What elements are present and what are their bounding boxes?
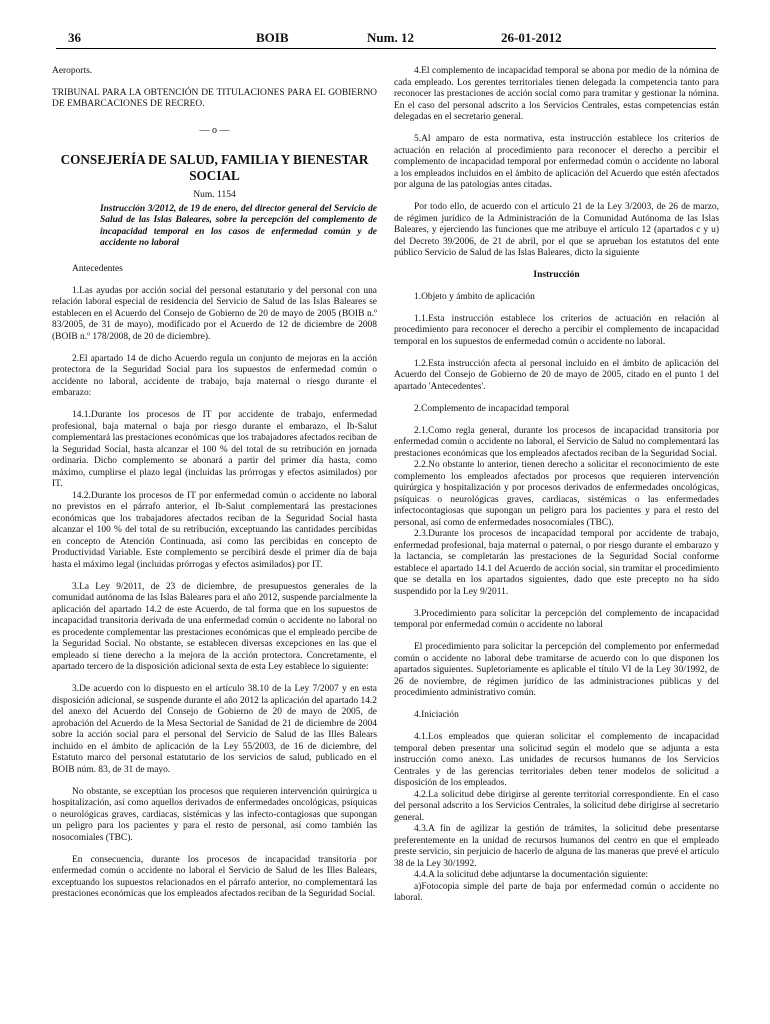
issue-date: 26-01-2012 [501, 30, 562, 45]
antecedentes-heading: Antecedentes [72, 263, 123, 274]
right-paragraph-9: El procedimiento para solicitar la percepción del complemento por enfermedad común o accidente no laboral debe tramitarse de acuerdo con lo que disponen los apartados siguientes. Supletoriamente es aplicable el título VI de la Ley 30/1992, de 26 de noviembre, de régimen jurídico de las administraciones públicas y del procedimiento administrativo común. [394, 642, 719, 698]
right-paragraph-12: 4.3.A fin de agilizar la gestión de trámites, la solicitud debe presentarse preferentemente en la unidad de recursos humanos del centro en que el empleado preste servicio, sin perjuicio de hacerlo de alguna de las maneras que prevé el artículo 38 de la Ley 30/1992. [394, 824, 719, 869]
right-paragraph-1: 4.El complemento de incapacidad temporal se abona por medio de la nómina de cada empleado. Los gerentes territoriales tienen delegada la competencia tanto para reconocer las prestaciones de acción social como para tramitar y gestionar la nómina. En el caso del personal adscrito a los Servicios Centrales, estas competencias están delegadas en el secretario general. [394, 66, 719, 122]
left-paragraph-8: En consecuencia, durante los procesos de incapacidad transitoria por enfermedad común o accidente no laboral el Servicio de Salud de les Illes Balears, exceptuando los supuestos relacionados en el párrafo anterior, no complementará las prestaciones económicas que los empleados afectados reciban de la Seguridad Social. [52, 854, 377, 899]
issue-number: Num. 12 [367, 30, 414, 45]
left-column [52, 66, 377, 911]
section-2-heading: 2.Complemento de incapacidad temporal [414, 403, 570, 414]
right-paragraph-6: 2.1.Como regla general, durante los procesos de incapacidad transitoria por enfermedad común o accidente no laboral, el Servicio de Salud no complementará las prestaciones económicas que los empleados afectados reciban de la Seguridad Social. [394, 425, 719, 459]
right-paragraph-13: 4.4.A la solicitud debe adjuntarse la documentación siguiente: [414, 870, 649, 880]
header-rule [56, 48, 716, 49]
left-paragraph-4: 14.2.Durante los procesos de IT por enfermedad común o accidente no laboral no previstos en el párrafo anterior, el Ib-Salut complementará las prestaciones económicas que los trabajadores afectados reciban de la Seguridad Social hasta alcanzar el 100 % del total de su retribución, exceptuando las cantidades percibidas en concepto de Atención Continuada, así como las percibidas en concepto de Productividad Variable. Este complemento se percibirá desde el primer día de baja hasta el máximo legal (incluidas prórrogas y efectos asimilados) por IT. [52, 490, 377, 570]
department-heading: CONSEJERÍA DE SALUD, FAMILIA Y BIENESTAR SOCIAL [60, 152, 369, 183]
left-paragraph-1: 1.Las ayudas por acción social del personal estatutario y del personal con una relación laboral especial de residencia del Servicio de Salud de las Islas Baleares se establecen en el Acuerdo del Consejo de Gobierno de 20 de mayo de 2005 (BOIB n.º 83/2005, de 31 de mayo), modificado por el Acuerdo de 12 de diciembre de 2008 (BOIB n.º 178/2008, de 20 de diciembre). [52, 285, 377, 342]
right-paragraph-14: a)Fotocopia simple del parte de baja por enfermedad común o accidente no laboral. [394, 881, 719, 903]
left-paragraph-7: No obstante, se exceptúan los procesos que requieren intervención quirúrgica u hospitalización, así como aquellos derivados de enfermedades oncológicas, psíquicas o neurológicas graves, cardiacas, sistémicas y las infecto-contagiosas que supongan un peligro para los pacientes y para el resto de personal, así como también las nosocomiales (TBC). [52, 786, 377, 843]
left-paragraph-2: 2.El apartado 14 de dicho Acuerdo regula un conjunto de mejoras en la acción protectora de la Seguridad Social para los supuestos de enfermedad común o accidente no laboral, accidente de trabajo, baja maternal o riesgo durante el embarazo: [52, 353, 377, 398]
section-4-heading: 4.Iniciación [414, 710, 459, 720]
right-paragraph-3: Por todo ello, de acuerdo con el artículo 21 de la Ley 3/2003, de 26 de marzo, de régimen jurídico de la Administración de la Comunidad Autónoma de las Islas Baleares, y ejerciendo las funciones que me atribuye el artículo 12 (apartados c y u) del Decreto 39/2006, de 21 de abril, por el que se aprueban los estatutos del ente público Servicio de Salud de las Islas Baleares, dicto la siguiente [394, 202, 719, 258]
section-3-heading: 3.Procedimiento para solicitar la percepción del complemento de incapacidad temporal por enfermedad común o accidente no laboral [394, 608, 719, 630]
right-paragraph-7: 2.2.No obstante lo anterior, tienen derecho a solicitar el reconocimiento de este complemento los empleados afectados por procesos que requieren intervención quirúrgica y hospitalización y por procesos derivados de enfermedades oncológicas, psíquicas o neurológicas graves, cardiacas, sistémicas o las enfermedades infectocontagiosas que supongan un peligro para los pacientes y para el resto del personal, así como de enfermedades nosocomiales (TBC). [394, 460, 719, 528]
page-number: 36 [68, 30, 81, 45]
aeroports-text: Aeroports. [52, 66, 93, 76]
right-paragraph-10: 4.1.Los empleados que quieran solicitar el complemento de incapacidad temporal deben presentar una solicitud según el modelo que se adjunta a esta instrucción como anexo. Las unidades de recursos humanos de los Servicios Centrales y de las gerencias territoriales deben tener modelos de solicitud a disposición de los empleados. [394, 732, 719, 788]
right-paragraph-11: 4.2.La solicitud debe dirigirse al gerente territorial correspondiente. En el caso del personal adscrito a los Servicios Centrales, la solicitud debe dirigirse al secretario general. [394, 789, 719, 823]
left-paragraph-6: 3.De acuerdo con lo dispuesto en el artículo 38.10 de la Ley 7/2007 y en esta disposición adicional, se suspende durante el año 2012 la aplicación del apartado 14.2 del anexo del Acuerdo del Consejo de Gobierno de 20 de mayo de 2005, de aprobación del Acuerdo de la Mesa Sectorial de Sanidad de 21 de diciembre de 2004 sobre la acción social para el personal del Servicio de Salud de las Illes Balears incluido en el ámbito de aplicación de la Ley 55/2003, de 16 de diciembre, del Estatuto marco del personal estatutario de los servicios de salud, publicado en el BOIB núm. 83, de 31 de mayo. [52, 684, 377, 775]
publication-name: BOIB [256, 30, 289, 45]
left-paragraph-5: 3.La Ley 9/2011, de 23 de diciembre, de presupuestos generales de la comunidad autónoma de las Islas Baleares para el año 2012, suspende parcialmente la aplicación del apartado 14.2 de este Acuerdo, de tal forma que en los supuestos de incapacidad transitoria derivada de una enfermedad común o accidente no laboral no es procedente complementar las prestaciones económicas que el empleado percibe de la Seguridad Social. No obstante, se establecen diversas excepciones en las que el empleado sí tiene derecho a la mejora de la acción protectora. Concretamente, el apartado tercero de la disposición adicional sexta de esta Ley establece lo siguiente: [52, 581, 377, 672]
right-paragraph-5: 1.2.Esta instrucción afecta al personal incluido en el ámbito de aplicación del Acuerdo del Consejo de Gobierno de 20 de mayo de 2005, citado en el punto 1 del apartado 'Antecedentes'. [394, 358, 719, 392]
announcement-number: Num. 1154 [193, 190, 236, 200]
right-paragraph-4: 1.1.Esta instrucción establece los criterios de actuación en relación al procedimiento para reconocer el derecho a percibir el complemento de incapacidad temporal en los supuestos de enfermedad común o accidente no laboral. [394, 313, 719, 347]
right-column [394, 66, 719, 905]
right-paragraph-2: 5.Al amparo de esta normativa, esta instrucción establece los criterios de actuación en relación al procedimiento para reconocer el derecho a percibir el complemento de incapacidad temporal por enfermedad común o accidente no laboral a los empleados incluidos en el ámbito de aplicación del Acuerdo que estén afectados por alguna de las patologías antes citadas. [394, 134, 719, 190]
tribunal-text: TRIBUNAL PARA LA OBTENCIÓN DE TITULACIONES PARA EL GOBIERNO DE EMBARCACIONES DE RECREO. [52, 87, 377, 109]
page-header [56, 30, 706, 48]
instruction-title: Instrucción 3/2012, de 19 de enero, del director general del Servicio de Salud de las Islas Baleares, sobre la percepción del complemento de incapacidad temporal en los casos de enfermedad común y de accidente no laboral [100, 203, 377, 248]
section-separator: — o — [199, 124, 230, 136]
right-paragraph-8: 2.3.Durante los procesos de incapacidad temporal por accidente de trabajo, enfermedad profesional, baja maternal o paternal, o por riesgo durante el embarazo y la lactancia, se completarán las prestaciones de la Seguridad Social conforme establece el apartado 14.1 del Acuerdo de acción social, sin tramitar el procedimiento que se detalla en los apartados siguientes, dado que este precepto no ha sido suspendido por la Ley 9/2011. [394, 529, 719, 597]
instruccion-heading: Instrucción [533, 270, 580, 280]
section-1-heading: 1.Objeto y ámbito de aplicación [414, 291, 535, 302]
left-paragraph-3: 14.1.Durante los procesos de IT por accidente de trabajo, enfermedad profesional, baja maternal o baja por riesgo durante el embarazo, el Ib-Salut complementará las prestaciones económicas que los trabajadores afectados reciban de la Seguridad Social, hasta alcanzar el 100 % del total de su retribución en jornada ordinaria. Dicho complemento se abonará a partir del primer día hasta, como máximo, cumplirse el plazo legal (incluidas las prórrogas y efectos asimilados) por IT. [52, 410, 377, 489]
